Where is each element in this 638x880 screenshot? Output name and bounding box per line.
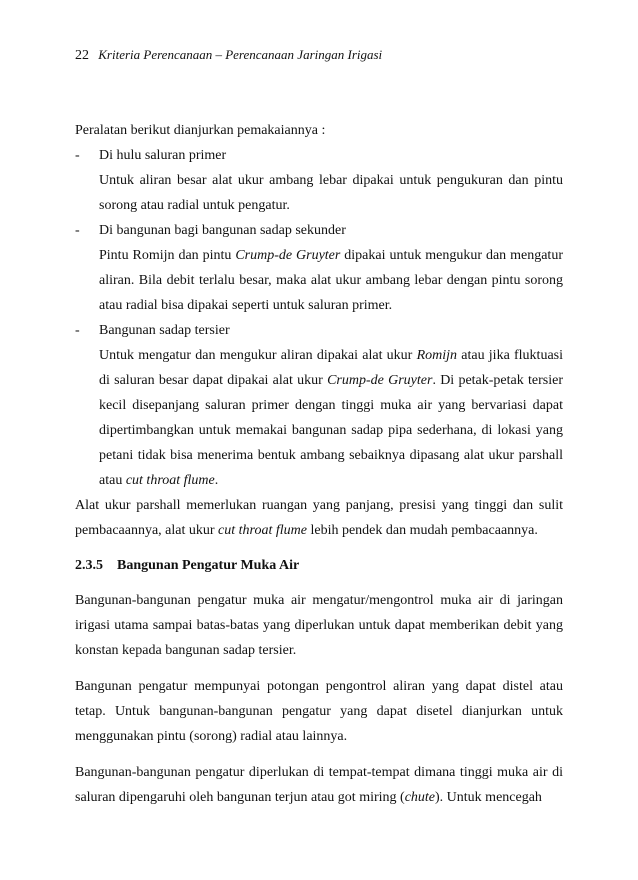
list-item-body [99,143,563,218]
section-number: 2.3.5 [75,558,103,573]
after-list-paragraph: Alat ukur parshall memerlukan ruangan yang panjang, presisi yang tinggi dan sulit pembacaannya, alat ukur cut throat flume lebih pendek dan mudah pembacaannya. [75,498,563,538]
body-paragraph: Bangunan-bangunan pengatur muka air mengatur/mengontrol muka air di jaringan irigasi utama sampai batas-batas yang diperlukan untuk dapat memberikan debit yang konstan kepada bangunan sadap tersier. [75,593,563,658]
list-item-text: Untuk aliran besar alat ukur ambang lebar dipakai untuk pengukuran dan pintu sorong atau radial untuk pengatur. [99,173,563,213]
list-item-title: Bangunan sadap tersier [99,323,230,338]
body-paragraph: Bangunan pengatur mempunyai potongan pengontrol aliran yang dapat distel atau tetap. Untuk bangunan-bangunan pengatur yang dapat disetel dianjurkan untuk menggunakan pintu (sorong) radial atau lainnya. [75,679,563,744]
page-header [75,47,382,64]
list-bullet: - [75,323,80,338]
body-paragraph: Bangunan-bangunan pengatur diperlukan di tempat-tempat dimana tinggi muka air di saluran dipengaruhi oleh bangunan terjun atau got miring (chute). Untuk mencegah [75,765,563,805]
list-item-text: Untuk mengatur dan mengukur aliran dipakai alat ukur Romijn atau jika fluktuasi di saluran besar dapat dipakai alat ukur Crump-de Gruyter. Di petak-petak tersier kecil disepanjang saluran primer dengan tinggi muka air yang bervariasi dapat dipertimbangkan untuk memakai bangunan sadap pipa sederhana, di lokasi yang petani tidak bisa menerima bentuk ambang sebaiknya dipasang alat ukur parshall atau cut throat flume. [99,348,563,488]
list-item-body [99,318,563,493]
intro-paragraph: Peralatan berikut dianjurkan pemakaiannya : [75,123,326,138]
list-item-title: Di hulu saluran primer [99,148,227,163]
list-item-title: Di bangunan bagi bangunan sadap sekunder [99,223,346,238]
list-item-body [99,218,563,318]
section-heading [75,553,563,578]
running-title: Kriteria Perencanaan – Perencanaan Jaringan Irigasi [98,47,383,62]
list-bullet: - [75,223,80,238]
list-item [75,318,563,493]
list-bullet: - [75,148,80,163]
list-item-text: Pintu Romijn dan pintu Crump-de Gruyter dipakai untuk mengukur dan mengatur aliran. Bila debit terlalu besar, maka alat ukur ambang lebar dengan pintu sorong atau radial bisa dipakai seperti untuk saluran primer. [99,248,563,313]
section-title: Bangunan Pengatur Muka Air [117,558,300,573]
page-number: 22 [75,48,89,63]
page-body [75,118,563,810]
list-item [75,143,563,218]
list-item [75,218,563,318]
